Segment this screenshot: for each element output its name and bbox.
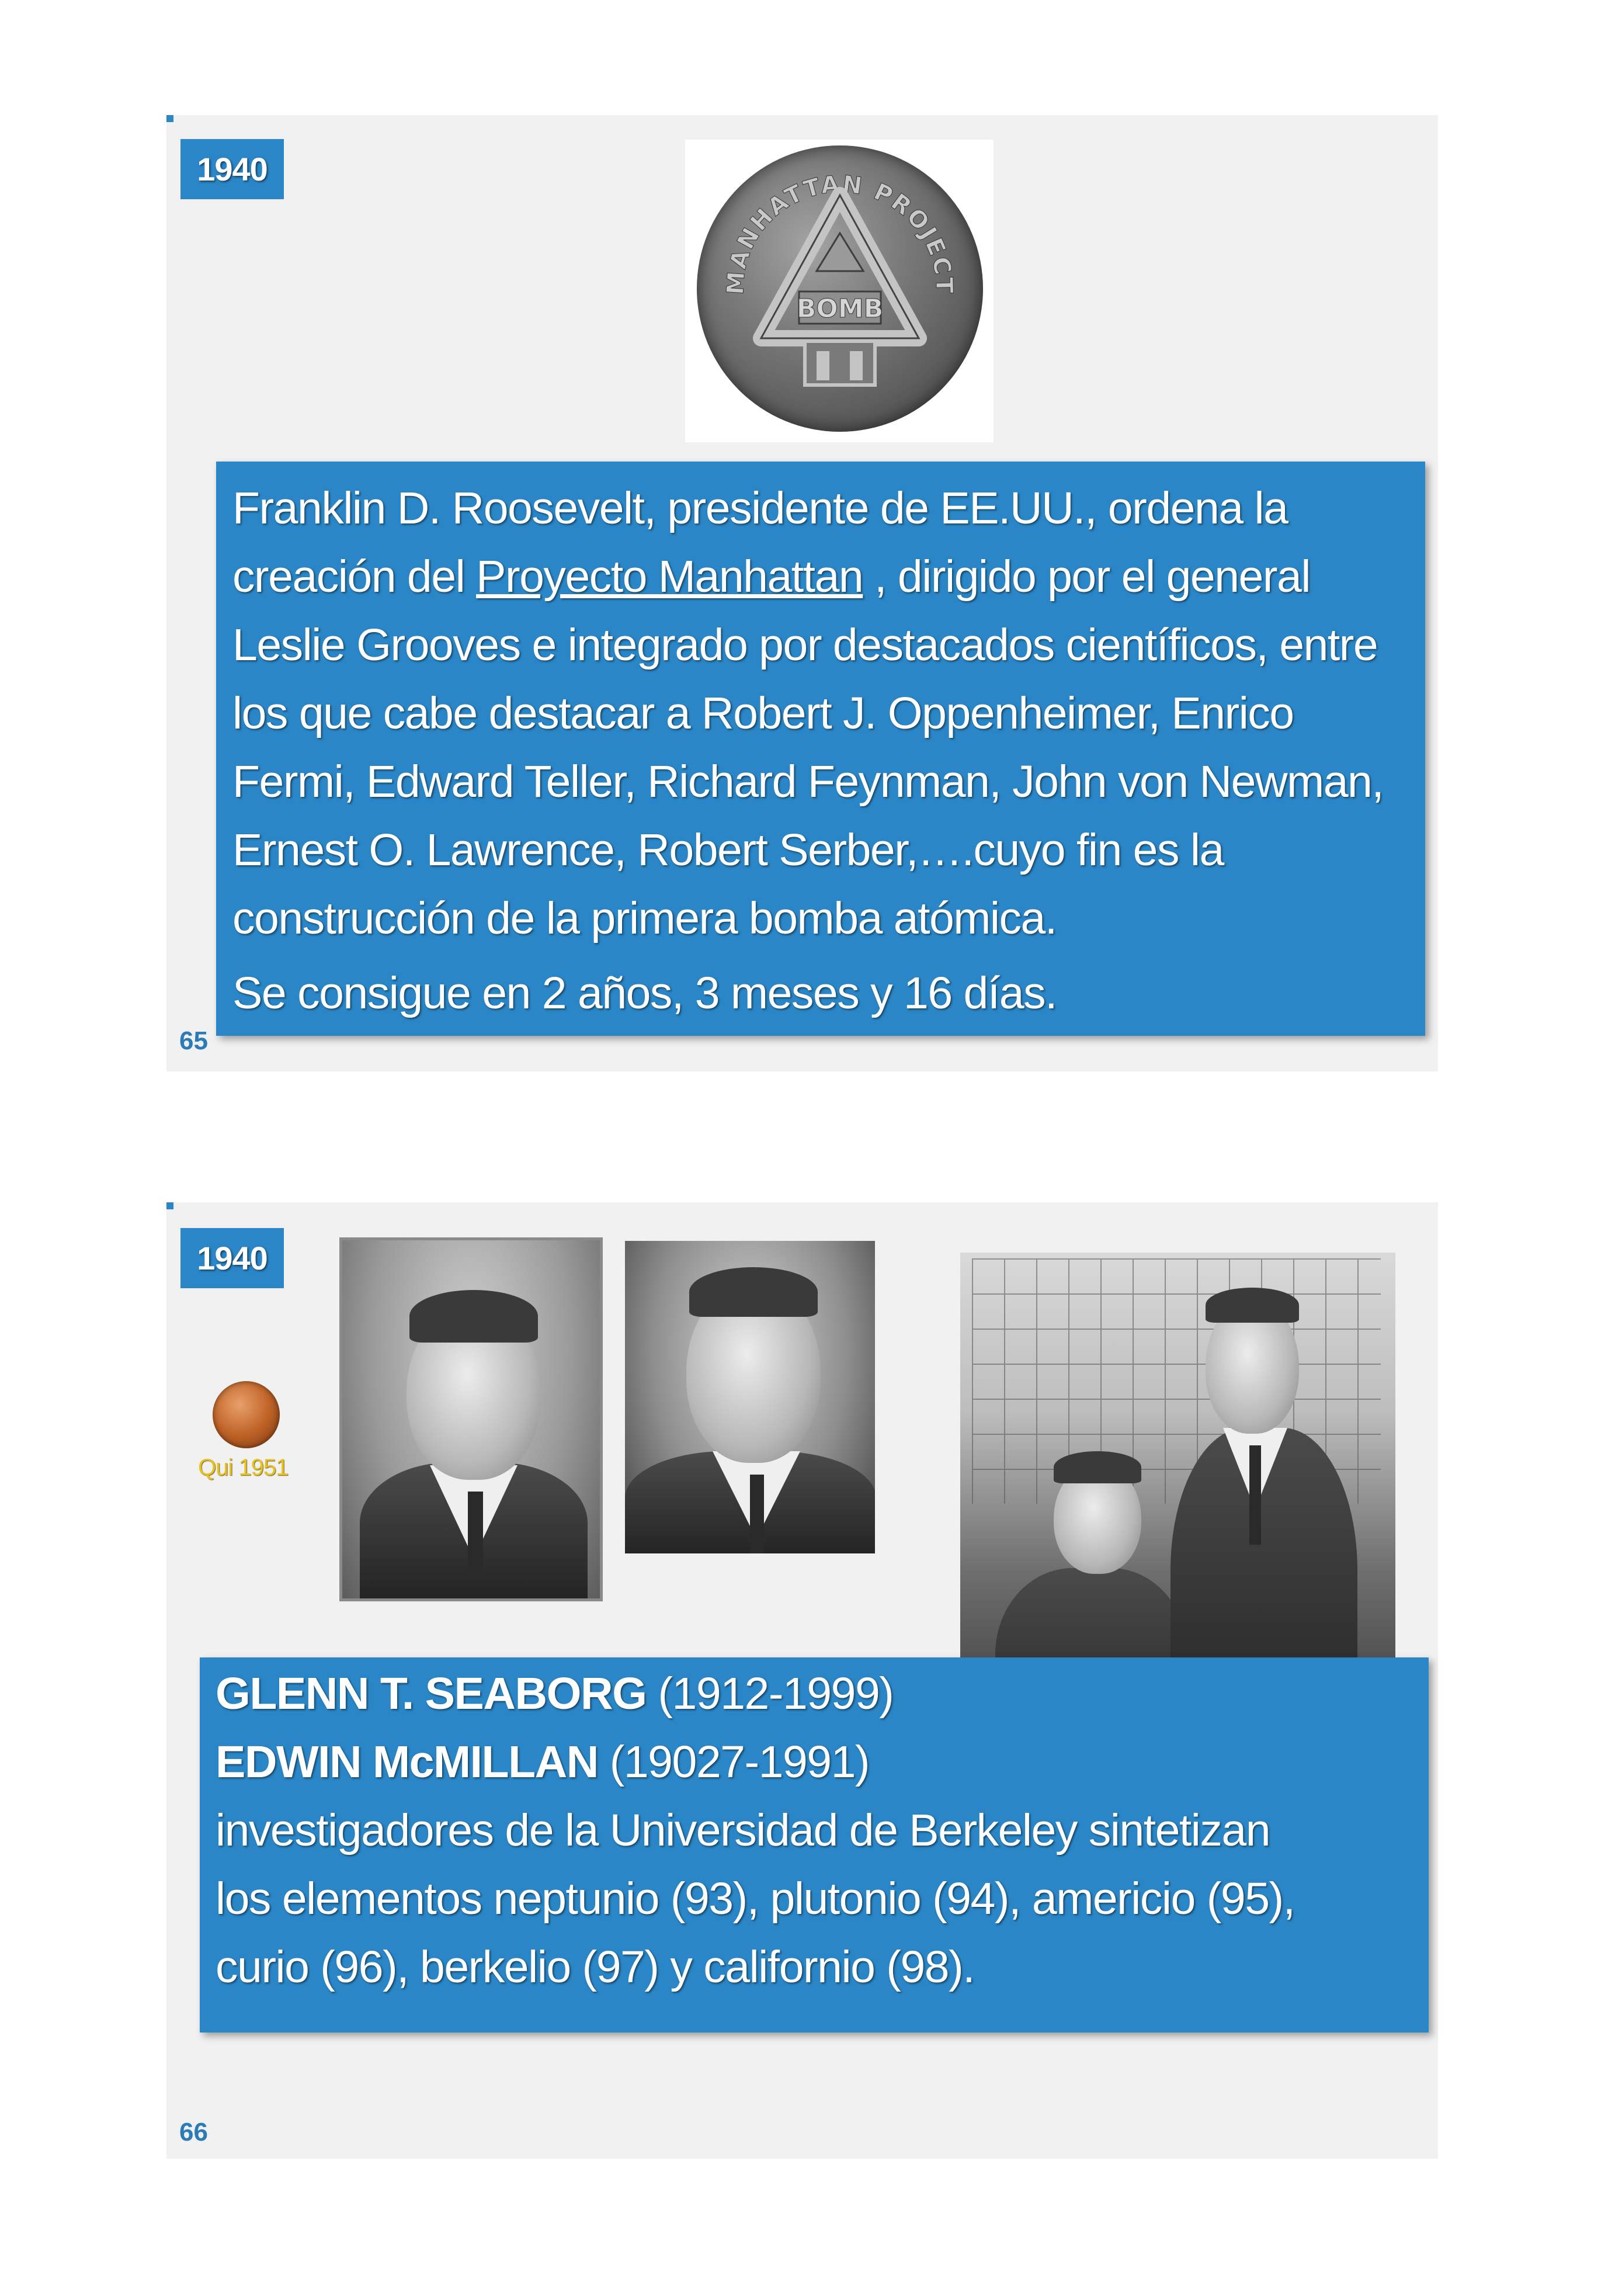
- proyecto-manhattan-link[interactable]: Proyecto Manhattan: [476, 552, 863, 602]
- medal-center-text: BOMB: [796, 294, 884, 324]
- paragraph-text-1: Franklin D. Roosevelt, presidente de EE.UU., ordena la creación del: [232, 483, 1288, 602]
- mcmillan-name: EDWIN McMILLAN: [216, 1737, 598, 1787]
- description-box: [216, 462, 1425, 1036]
- page-number: 66: [179, 2118, 208, 2146]
- corner-marker: [166, 115, 173, 122]
- description-line: los elementos neptunio (93), plutonio (94), americio (95),: [216, 1874, 1295, 1924]
- description-box: [200, 1657, 1429, 2033]
- slide-66: [166, 1202, 1438, 2159]
- description-line: investigadores de la Universidad de Berkeley sintetizan: [216, 1805, 1270, 1855]
- manhattan-project-medal-icon: [697, 145, 983, 432]
- paragraph-text-2: , dirigido por el general Leslie Grooves e integrado por destacados científicos, entre los que cabe destacar a Robert J. Oppenheimer, Enrico Fermi, Edward Teller, Richard Feynman, John von Newman, Ernest O. Lawrence, Robert Serber,….cuyo fin es la construcción de la primera bomba atómica.: [232, 552, 1384, 944]
- slide-65: [166, 115, 1438, 1071]
- medal-inscription: MANHATTAN PROJECT: [722, 171, 958, 296]
- seaborg-line: [216, 1668, 893, 1720]
- seaborg-name: GLENN T. SEABORG: [216, 1669, 647, 1719]
- description-paragraph: [232, 474, 1412, 953]
- seaborg-years: (1912-1999): [646, 1669, 894, 1719]
- mcmillan-years: (19027-1991): [598, 1737, 870, 1787]
- nobel-label: Qui 1951: [198, 1455, 289, 1480]
- mcmillan-portrait: [625, 1241, 875, 1553]
- year-badge: 1940: [180, 139, 284, 199]
- medal-photo: [685, 140, 994, 442]
- duration-paragraph: Se consigue en 2 años, 3 meses y 16 días.: [232, 968, 1057, 1018]
- year-badge: 1940: [180, 1228, 284, 1288]
- page-number: 65: [179, 1026, 208, 1055]
- nobel-medal-icon: [213, 1381, 280, 1448]
- corner-marker: [166, 1202, 173, 1209]
- mcmillan-line: [216, 1736, 869, 1788]
- description-line: curio (96), berkelio (97) y californio (98).: [216, 1942, 975, 1992]
- seaborg-portrait: [339, 1237, 603, 1601]
